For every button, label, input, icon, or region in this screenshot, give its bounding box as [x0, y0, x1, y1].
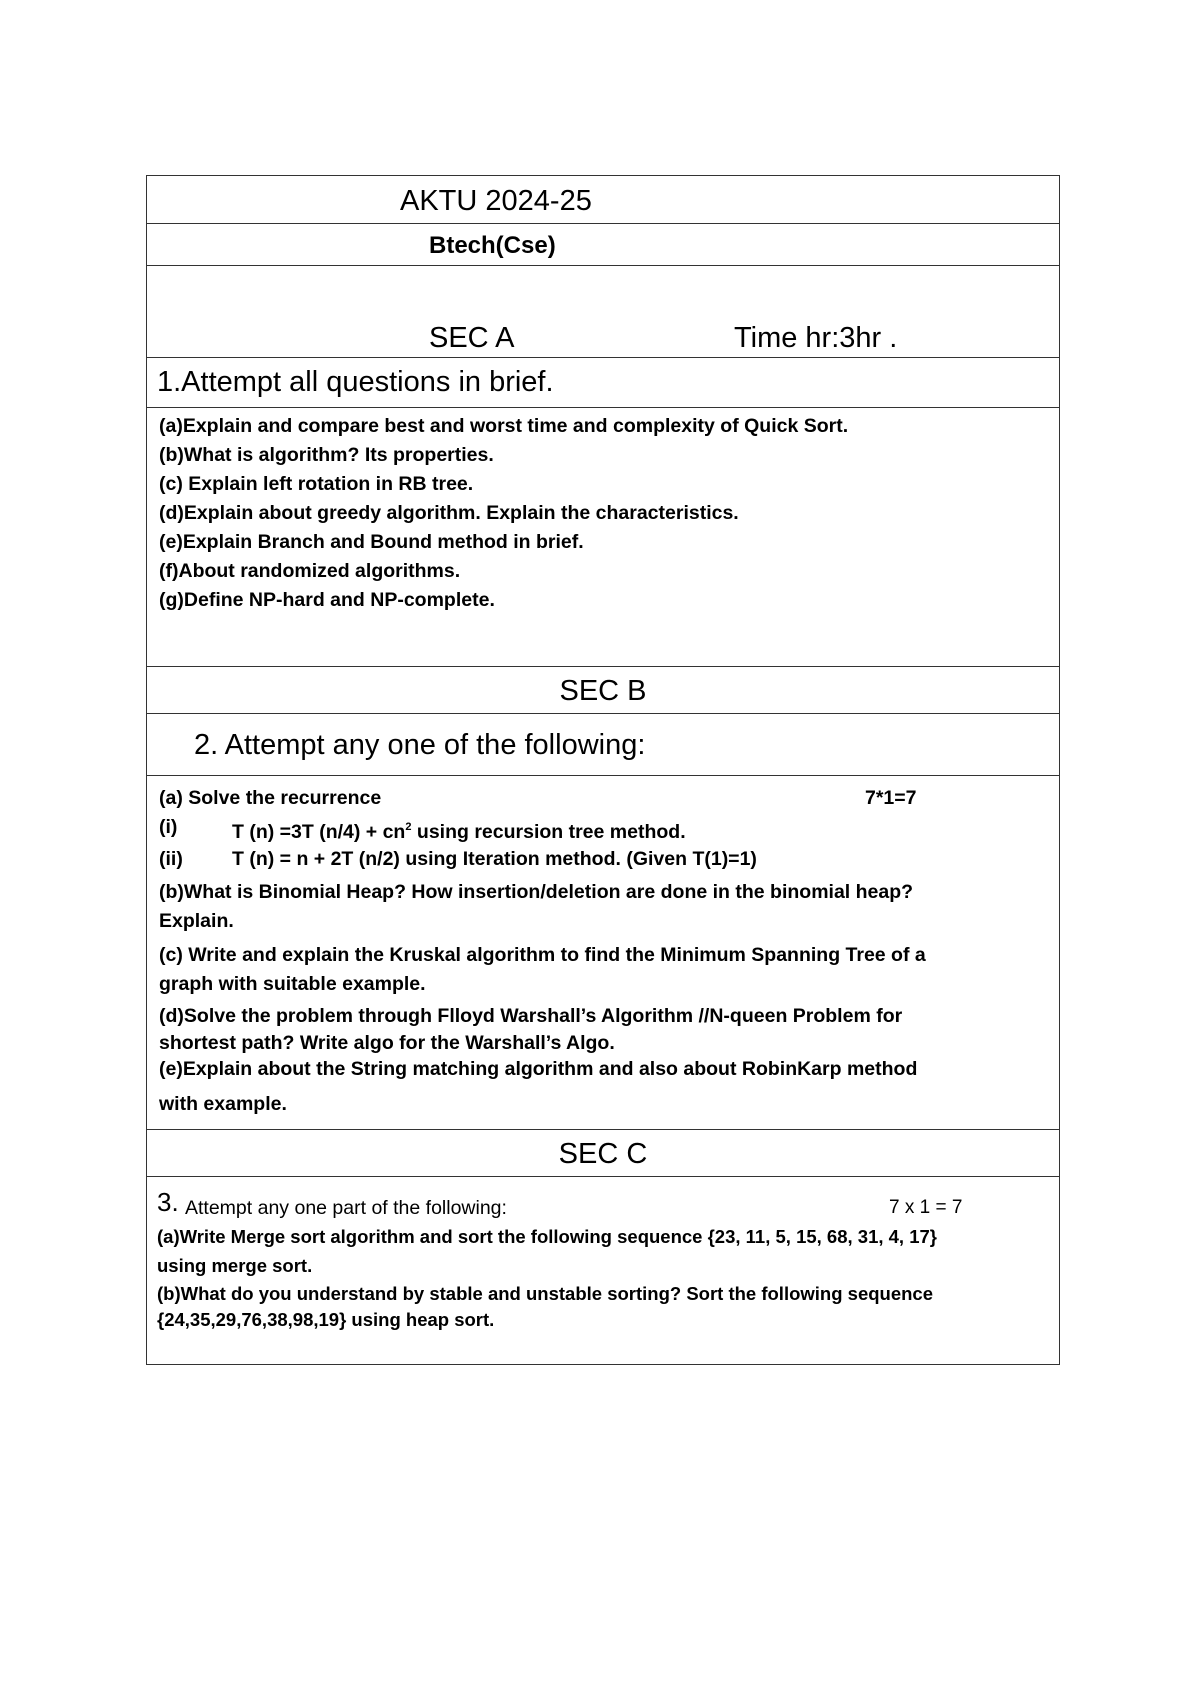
- sec-a-question-f: (f)About randomized algorithms.: [159, 560, 461, 582]
- sec-b-instruction: 2. Attempt any one of the following:: [194, 729, 646, 761]
- sec-c-heading: SEC C: [558, 1138, 648, 1170]
- sec-b-instruction-row: [147, 714, 1059, 776]
- sec-c-question-a-line1: (a)Write Merge sort algorithm and sort the following sequence {23, 11, 5, 15, 68, 31, 4, 17}: [157, 1226, 937, 1247]
- course-row: [147, 224, 1059, 266]
- sec-b-questions: [147, 776, 1059, 1130]
- sec-b-marks: 7*1=7: [865, 787, 917, 809]
- sec-a-question-d: (d)Explain about greedy algorithm. Explain the characteristics.: [159, 502, 739, 524]
- sec-a-instruction: 1.Attempt all questions in brief.: [157, 366, 554, 398]
- sec-c-heading-row: [147, 1130, 1059, 1177]
- sec-c-marks: 7 x 1 = 7: [889, 1197, 963, 1218]
- sec-b-question-d-line1: (d)Solve the problem through Flloyd Warshall’s Algorithm //N-queen Problem for: [159, 1005, 903, 1027]
- sec-b-question-c-line2: graph with suitable example.: [159, 973, 426, 995]
- sec-c-question-a-line2: using merge sort.: [157, 1255, 313, 1276]
- sec-b-question-e-line2: with example.: [159, 1093, 287, 1115]
- title-row: [147, 176, 1059, 224]
- section-a-label: SEC A: [429, 322, 515, 354]
- sec-c-question-b-line1: (b)What do you understand by stable and unstable sorting? Sort the following sequence: [157, 1283, 934, 1304]
- sec-b-question-e-line1: (e)Explain about the String matching algorithm and also about RobinKarp method: [159, 1058, 918, 1080]
- sec-b-question-b-line2: Explain.: [159, 910, 234, 932]
- sec-b-question-a-ii-text: T (n) = n + 2T (n/2) using Iteration method. (Given T(1)=1): [232, 848, 757, 870]
- sec-a-question-c: (c) Explain left rotation in RB tree.: [159, 473, 474, 495]
- exam-title: AKTU 2024-25: [400, 185, 592, 217]
- sec-a-instruction-row: [147, 358, 1059, 408]
- sec-a-question-g: (g)Define NP-hard and NP-complete.: [159, 589, 495, 611]
- exam-time: Time hr:3hr .: [734, 322, 898, 354]
- sec-b-question-a-i-body: [232, 813, 686, 847]
- sec-b-question-a-i-label: (i): [159, 816, 178, 838]
- sec-b-question-d-line2: shortest path? Write algo for the Warshall’s Algo.: [159, 1032, 615, 1054]
- sec-c-questions: [147, 1177, 1059, 1366]
- sec-b-question-a: (a) Solve the recurrence: [159, 787, 382, 809]
- sec-c-number: 3.: [157, 1187, 179, 1217]
- sec-b-heading: SEC B: [559, 675, 647, 707]
- sec-a-questions: [147, 408, 1059, 667]
- sec-b-question-a-i-tail: using recursion tree method.: [411, 821, 686, 843]
- section-time-row: [147, 266, 1059, 358]
- sec-b-heading-row: [147, 667, 1059, 714]
- sec-c-question-b-line2: {24,35,29,76,38,98,19} using heap sort.: [157, 1309, 495, 1330]
- sec-a-question-e: (e)Explain Branch and Bound method in brief.: [159, 531, 584, 553]
- sec-b-question-a-ii-label: (ii): [159, 848, 183, 870]
- sec-b-question-b-line1: (b)What is Binomial Heap? How insertion/deletion are done in the binomial heap?: [159, 881, 914, 903]
- sec-b-question-a-ii: [159, 845, 757, 874]
- sec-b-question-a-i-text: T (n) =3T (n/4) + cn: [232, 821, 406, 843]
- sec-a-question-a: (a)Explain and compare best and worst time and complexity of Quick Sort.: [159, 415, 849, 437]
- sec-b-question-c-line1: (c) Write and explain the Kruskal algorithm to find the Minimum Spanning Tree of a: [159, 944, 926, 966]
- sec-a-question-b: (b)What is algorithm? Its properties.: [159, 444, 494, 466]
- exam-paper-table: [146, 175, 1060, 1365]
- sec-b-question-a-i-superscript: 2: [405, 821, 412, 833]
- sec-c-instruction: Attempt any one part of the following:: [185, 1197, 507, 1219]
- sec-b-question-a-i: [159, 813, 686, 843]
- course-name: Btech(Cse): [429, 232, 556, 259]
